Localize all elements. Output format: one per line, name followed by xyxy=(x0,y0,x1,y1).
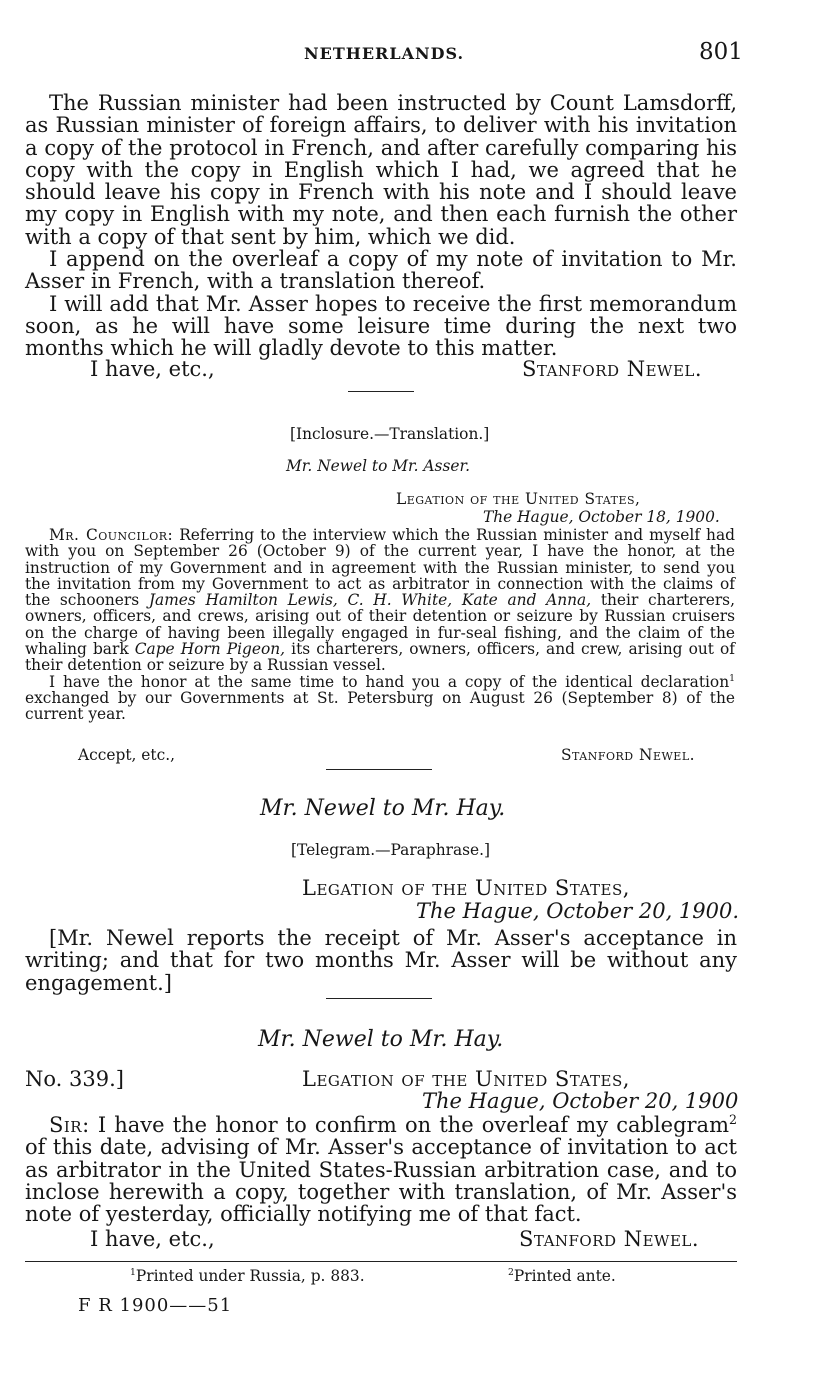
inclosure-heading: Mr. Newel to Mr. Asser. xyxy=(286,457,471,475)
section-divider-1 xyxy=(348,391,414,392)
footnote-rule xyxy=(25,1261,737,1262)
dispatch-closing: I have, etc., xyxy=(90,357,215,381)
letter-heading: Mr. Newel to Mr. Hay. xyxy=(258,1027,504,1052)
letter-number: No. 339.] xyxy=(25,1067,124,1091)
letter-body: Sir: I have the honor to confirm on the overleaf my cablegram$^2$ of this date, advising of Mr. Asser's acceptance of invitation to act as arbitrator in the United States-Russian arbitration case, and to inclose herewith a copy, together with translation, of Mr. Asser's note of yesterday, officially notifying me of that fact. xyxy=(25,1112,737,1227)
letter-salutation: Sir: xyxy=(49,1113,90,1137)
letter-closing: I have, etc., xyxy=(90,1227,215,1251)
bark-name: Cape Horn Pigeon, xyxy=(134,640,286,659)
telegram-legation: Legation of the United States, xyxy=(302,876,630,900)
footnote-ref-1: 1 xyxy=(729,672,735,684)
inclosure-dateline: The Hague, October 18, 1900. xyxy=(483,508,720,526)
salutation: Mr. Councilor: xyxy=(49,526,174,544)
dispatch-body xyxy=(25,92,737,360)
dispatch-signature: Stanford Newel. xyxy=(522,357,703,381)
section-divider-3 xyxy=(326,998,432,999)
inclosure-signature: Stanford Newel. xyxy=(561,746,696,764)
dispatch-paragraph-3: I will add that Mr. Asser hopes to receive the first memorandum soon, as he will have some leisure time during the next two months which he will gladly devote to this matter. xyxy=(25,291,737,361)
telegram-dateline: The Hague, October 20, 1900. xyxy=(416,899,740,923)
footnote-1: $^1$Printed under Russia, p. 883. xyxy=(130,1266,365,1285)
inclosure-note: [Inclosure.—Translation.] xyxy=(290,425,490,443)
inclosure-paragraph-2: I have the honor at the same time to hand you a copy of the identical declaration$^1$ exchanged by our Governments at St. Petersburg on August 26 (September 8) of the current year. xyxy=(25,672,735,724)
schooner-names: James Hamilton Lewis, C. H. White, Kate and Anna, xyxy=(148,591,592,610)
telegram-note: [Telegram.—Paraphrase.] xyxy=(291,841,491,859)
letter-dateline: The Hague, October 20, 1900 xyxy=(422,1089,739,1113)
letter-signature: Stanford Newel. xyxy=(519,1227,700,1251)
inclosure-closing: Accept, etc., xyxy=(78,746,175,764)
letter-legation: Legation of the United States, xyxy=(302,1067,630,1091)
signature-mark: F R 1900——51 xyxy=(78,1295,233,1316)
footnote-ref-2: 2 xyxy=(728,1112,737,1127)
inclosure-body xyxy=(25,527,735,723)
telegram-body: [Mr. Newel reports the receipt of Mr. Asser's acceptance in writing; and that for two months Mr. Asser will be without any engagement.] xyxy=(25,926,737,995)
section-divider-2 xyxy=(326,769,432,770)
inclosure-paragraph-1: Mr. Councilor: Referring to the interview which the Russian minister and myself had with you on September 26 (October 9) of the current year, I have the honor, at the instruction of my Government and in agreement with the Russian minister, to send you the invitation from my Government to act as arbitrator in connection with the claims of the schooners James Hamilton Lewis, C. H. White, Kate and Anna, their charterers, owners, officers, and crews, arising out of their detention or seizure by Russian cruisers on the charge of having been illegally engaged in fur-seal fishing, and the claim of the whaling bark Cape Horn Pigeon, its charterers, owners, officers, and crew, arising out of their detention or seizure by a Russian vessel. xyxy=(25,526,735,675)
dispatch-paragraph-2: I append on the overleaf a copy of my note of invitation to Mr. Asser in French, with a translation thereof. xyxy=(25,247,737,294)
page-number: 801 xyxy=(699,39,743,65)
telegram-heading: Mr. Newel to Mr. Hay. xyxy=(260,796,506,821)
dispatch-paragraph-1: The Russian minister had been instructed by Count Lamsdorff, as Russian minister of foreign affairs, to deliver with his invitation a copy of the protocol in French, and after carefully comparing his copy with the copy in English which I had, we agreed that he should leave his copy in French with his note and I should leave my copy in English with my note, and then each furnish the other with a copy of that sent by him, which we did. xyxy=(25,91,737,249)
running-head: NETHERLANDS. xyxy=(304,44,465,63)
footnote-2: $^2$Printed ante. xyxy=(508,1266,616,1285)
inclosure-legation: Legation of the United States, xyxy=(396,490,641,508)
